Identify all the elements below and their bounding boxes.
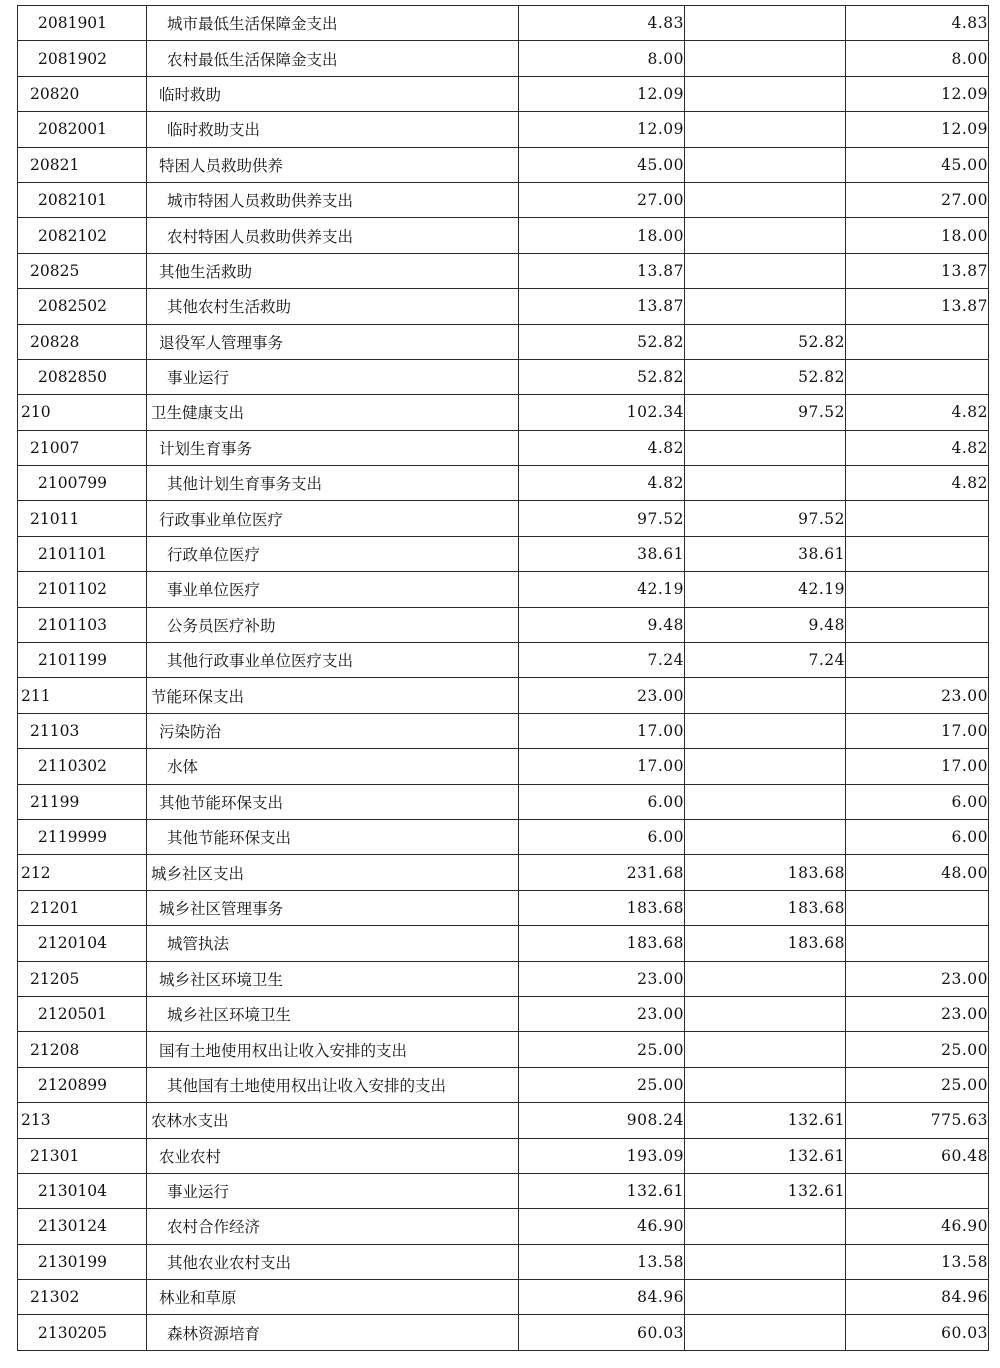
- total-amount-cell: 231.68: [519, 855, 685, 890]
- table-row: [18, 1315, 989, 1350]
- table-row: [18, 1244, 989, 1279]
- basic-expenditure-cell: [685, 784, 846, 819]
- account-name-cell: 其他节能环保支出: [147, 819, 519, 854]
- project-expenditure-cell: 60.48: [846, 1138, 989, 1173]
- basic-expenditure-cell: [685, 749, 846, 784]
- project-expenditure-cell: 18.00: [846, 218, 989, 253]
- account-code-cell: 2101101: [18, 536, 147, 571]
- total-amount-cell: 23.00: [519, 961, 685, 996]
- total-amount-cell: 12.09: [519, 76, 685, 111]
- basic-expenditure-cell: [685, 1209, 846, 1244]
- account-code-cell: 20828: [18, 324, 147, 359]
- account-name-cell: 行政事业单位医疗: [147, 501, 519, 536]
- table-row: [18, 253, 989, 288]
- total-amount-cell: 132.61: [519, 1173, 685, 1208]
- table-row: [18, 112, 989, 147]
- table-row: [18, 749, 989, 784]
- total-amount-cell: 17.00: [519, 713, 685, 748]
- account-code-cell: 20825: [18, 253, 147, 288]
- account-name-cell: 临时救助: [147, 76, 519, 111]
- account-name-cell: 农业农村: [147, 1138, 519, 1173]
- account-code-cell: 2081902: [18, 41, 147, 76]
- project-expenditure-cell: 13.58: [846, 1244, 989, 1279]
- total-amount-cell: 6.00: [519, 819, 685, 854]
- account-name-cell: 污染防治: [147, 713, 519, 748]
- basic-expenditure-cell: 97.52: [685, 395, 846, 430]
- account-code-cell: 2101102: [18, 572, 147, 607]
- account-name-cell: 城乡社区管理事务: [147, 890, 519, 925]
- account-code-cell: 2110302: [18, 749, 147, 784]
- total-amount-cell: 183.68: [519, 926, 685, 961]
- account-code-cell: 2119999: [18, 819, 147, 854]
- project-expenditure-cell: 8.00: [846, 41, 989, 76]
- project-expenditure-cell: 6.00: [846, 819, 989, 854]
- account-name-cell: 临时救助支出: [147, 112, 519, 147]
- account-code-cell: 2082502: [18, 289, 147, 324]
- account-name-cell: 城市特困人员救助供养支出: [147, 182, 519, 217]
- account-name-cell: 国有土地使用权出让收入安排的支出: [147, 1032, 519, 1067]
- basic-expenditure-cell: 132.61: [685, 1103, 846, 1138]
- table-row: [18, 819, 989, 854]
- project-expenditure-cell: [846, 501, 989, 536]
- account-code-cell: 2120899: [18, 1067, 147, 1102]
- project-expenditure-cell: 60.03: [846, 1315, 989, 1350]
- basic-expenditure-cell: [685, 466, 846, 501]
- account-name-cell: 城乡社区环境卫生: [147, 961, 519, 996]
- account-code-cell: 2081901: [18, 6, 147, 41]
- project-expenditure-cell: 17.00: [846, 713, 989, 748]
- account-name-cell: 其他行政事业单位医疗支出: [147, 643, 519, 678]
- total-amount-cell: 4.82: [519, 466, 685, 501]
- account-name-cell: 农村特困人员救助供养支出: [147, 218, 519, 253]
- account-code-cell: 2130199: [18, 1244, 147, 1279]
- total-amount-cell: 23.00: [519, 996, 685, 1031]
- project-expenditure-cell: 84.96: [846, 1280, 989, 1315]
- account-code-cell: 2130205: [18, 1315, 147, 1350]
- table-row: [18, 1138, 989, 1173]
- account-code-cell: 2082850: [18, 359, 147, 394]
- table-row: [18, 572, 989, 607]
- account-name-cell: 卫生健康支出: [147, 395, 519, 430]
- project-expenditure-cell: 45.00: [846, 147, 989, 182]
- account-name-cell: 农林水支出: [147, 1103, 519, 1138]
- account-code-cell: 21302: [18, 1280, 147, 1315]
- basic-expenditure-cell: [685, 678, 846, 713]
- basic-expenditure-cell: 132.61: [685, 1138, 846, 1173]
- basic-expenditure-cell: 132.61: [685, 1173, 846, 1208]
- table-row: [18, 1209, 989, 1244]
- basic-expenditure-cell: [685, 1067, 846, 1102]
- project-expenditure-cell: 4.82: [846, 395, 989, 430]
- basic-expenditure-cell: 97.52: [685, 501, 846, 536]
- basic-expenditure-cell: [685, 996, 846, 1031]
- basic-expenditure-cell: 52.82: [685, 324, 846, 359]
- account-code-cell: 211: [18, 678, 147, 713]
- total-amount-cell: 12.09: [519, 112, 685, 147]
- account-code-cell: 20820: [18, 76, 147, 111]
- table-row: [18, 41, 989, 76]
- basic-expenditure-cell: 7.24: [685, 643, 846, 678]
- account-code-cell: 2101199: [18, 643, 147, 678]
- basic-expenditure-cell: [685, 182, 846, 217]
- account-name-cell: 森林资源培育: [147, 1315, 519, 1350]
- total-amount-cell: 23.00: [519, 678, 685, 713]
- basic-expenditure-cell: [685, 819, 846, 854]
- table-row: [18, 643, 989, 678]
- project-expenditure-cell: [846, 890, 989, 925]
- basic-expenditure-cell: [685, 6, 846, 41]
- basic-expenditure-cell: 42.19: [685, 572, 846, 607]
- total-amount-cell: 8.00: [519, 41, 685, 76]
- total-amount-cell: 193.09: [519, 1138, 685, 1173]
- account-name-cell: 其他生活救助: [147, 253, 519, 288]
- account-name-cell: 计划生育事务: [147, 430, 519, 465]
- project-expenditure-cell: [846, 607, 989, 642]
- table-row: [18, 855, 989, 890]
- basic-expenditure-cell: [685, 218, 846, 253]
- account-name-cell: 事业运行: [147, 1173, 519, 1208]
- project-expenditure-cell: 27.00: [846, 182, 989, 217]
- basic-expenditure-cell: [685, 76, 846, 111]
- account-code-cell: 21103: [18, 713, 147, 748]
- account-code-cell: 2120104: [18, 926, 147, 961]
- project-expenditure-cell: 4.82: [846, 430, 989, 465]
- table-row: [18, 1173, 989, 1208]
- account-name-cell: 城乡社区环境卫生: [147, 996, 519, 1031]
- project-expenditure-cell: [846, 926, 989, 961]
- total-amount-cell: 60.03: [519, 1315, 685, 1350]
- project-expenditure-cell: 4.82: [846, 466, 989, 501]
- total-amount-cell: 6.00: [519, 784, 685, 819]
- account-name-cell: 水体: [147, 749, 519, 784]
- account-code-cell: 20821: [18, 147, 147, 182]
- total-amount-cell: 18.00: [519, 218, 685, 253]
- account-code-cell: 213: [18, 1103, 147, 1138]
- total-amount-cell: 84.96: [519, 1280, 685, 1315]
- total-amount-cell: 908.24: [519, 1103, 685, 1138]
- account-name-cell: 城管执法: [147, 926, 519, 961]
- basic-expenditure-cell: [685, 253, 846, 288]
- account-code-cell: 21007: [18, 430, 147, 465]
- project-expenditure-cell: [846, 1173, 989, 1208]
- total-amount-cell: 9.48: [519, 607, 685, 642]
- project-expenditure-cell: 775.63: [846, 1103, 989, 1138]
- table-row: [18, 324, 989, 359]
- account-code-cell: 21205: [18, 961, 147, 996]
- basic-expenditure-cell: 183.68: [685, 890, 846, 925]
- table-row: [18, 182, 989, 217]
- account-name-cell: 公务员医疗补助: [147, 607, 519, 642]
- account-name-cell: 事业运行: [147, 359, 519, 394]
- project-expenditure-cell: 13.87: [846, 289, 989, 324]
- account-name-cell: 城市最低生活保障金支出: [147, 6, 519, 41]
- project-expenditure-cell: 25.00: [846, 1067, 989, 1102]
- project-expenditure-cell: 48.00: [846, 855, 989, 890]
- table-row: [18, 713, 989, 748]
- total-amount-cell: 13.87: [519, 253, 685, 288]
- basic-expenditure-cell: [685, 1315, 846, 1350]
- account-code-cell: 2082001: [18, 112, 147, 147]
- total-amount-cell: 4.83: [519, 6, 685, 41]
- basic-expenditure-cell: [685, 1032, 846, 1067]
- total-amount-cell: 183.68: [519, 890, 685, 925]
- total-amount-cell: 17.00: [519, 749, 685, 784]
- account-code-cell: 2130124: [18, 1209, 147, 1244]
- table-row: [18, 1280, 989, 1315]
- table-row: [18, 501, 989, 536]
- table-row: [18, 784, 989, 819]
- project-expenditure-cell: [846, 536, 989, 571]
- total-amount-cell: 97.52: [519, 501, 685, 536]
- account-code-cell: 21201: [18, 890, 147, 925]
- project-expenditure-cell: 25.00: [846, 1032, 989, 1067]
- account-code-cell: 2130104: [18, 1173, 147, 1208]
- project-expenditure-cell: [846, 359, 989, 394]
- account-name-cell: 行政单位医疗: [147, 536, 519, 571]
- account-name-cell: 退役军人管理事务: [147, 324, 519, 359]
- account-code-cell: 2120501: [18, 996, 147, 1031]
- project-expenditure-cell: [846, 572, 989, 607]
- basic-expenditure-cell: 9.48: [685, 607, 846, 642]
- account-name-cell: 其他农业农村支出: [147, 1244, 519, 1279]
- project-expenditure-cell: 23.00: [846, 996, 989, 1031]
- basic-expenditure-cell: [685, 961, 846, 996]
- total-amount-cell: 25.00: [519, 1032, 685, 1067]
- basic-expenditure-cell: [685, 112, 846, 147]
- basic-expenditure-cell: [685, 289, 846, 324]
- total-amount-cell: 13.87: [519, 289, 685, 324]
- table-row: [18, 359, 989, 394]
- account-name-cell: 城乡社区支出: [147, 855, 519, 890]
- total-amount-cell: 46.90: [519, 1209, 685, 1244]
- project-expenditure-cell: [846, 643, 989, 678]
- table-row: [18, 218, 989, 253]
- table-row: [18, 607, 989, 642]
- table-row: [18, 466, 989, 501]
- table-row: [18, 890, 989, 925]
- account-name-cell: 其他国有土地使用权出让收入安排的支出: [147, 1067, 519, 1102]
- project-expenditure-cell: 6.00: [846, 784, 989, 819]
- project-expenditure-cell: 13.87: [846, 253, 989, 288]
- total-amount-cell: 42.19: [519, 572, 685, 607]
- table-row: [18, 289, 989, 324]
- account-code-cell: 2101103: [18, 607, 147, 642]
- basic-expenditure-cell: [685, 1244, 846, 1279]
- account-name-cell: 其他节能环保支出: [147, 784, 519, 819]
- project-expenditure-cell: 12.09: [846, 76, 989, 111]
- table-row: [18, 1067, 989, 1102]
- table-body: [18, 6, 989, 1351]
- account-name-cell: 农村合作经济: [147, 1209, 519, 1244]
- project-expenditure-cell: 23.00: [846, 678, 989, 713]
- total-amount-cell: 13.58: [519, 1244, 685, 1279]
- account-code-cell: 21199: [18, 784, 147, 819]
- total-amount-cell: 27.00: [519, 182, 685, 217]
- basic-expenditure-cell: [685, 147, 846, 182]
- basic-expenditure-cell: [685, 430, 846, 465]
- table-row: [18, 961, 989, 996]
- table-row: [18, 1103, 989, 1138]
- table-row: [18, 6, 989, 41]
- table-row: [18, 996, 989, 1031]
- budget-expenditure-table: [17, 5, 989, 1351]
- project-expenditure-cell: 12.09: [846, 112, 989, 147]
- account-name-cell: 节能环保支出: [147, 678, 519, 713]
- account-code-cell: 2082102: [18, 218, 147, 253]
- account-code-cell: 2100799: [18, 466, 147, 501]
- basic-expenditure-cell: [685, 41, 846, 76]
- account-code-cell: 21011: [18, 501, 147, 536]
- account-name-cell: 林业和草原: [147, 1280, 519, 1315]
- table-row: [18, 536, 989, 571]
- project-expenditure-cell: 46.90: [846, 1209, 989, 1244]
- total-amount-cell: 102.34: [519, 395, 685, 430]
- total-amount-cell: 52.82: [519, 359, 685, 394]
- basic-expenditure-cell: 52.82: [685, 359, 846, 394]
- account-code-cell: 212: [18, 855, 147, 890]
- table-row: [18, 1032, 989, 1067]
- total-amount-cell: 25.00: [519, 1067, 685, 1102]
- basic-expenditure-cell: 183.68: [685, 926, 846, 961]
- total-amount-cell: 38.61: [519, 536, 685, 571]
- account-name-cell: 其他计划生育事务支出: [147, 466, 519, 501]
- account-code-cell: 2082101: [18, 182, 147, 217]
- account-name-cell: 农村最低生活保障金支出: [147, 41, 519, 76]
- table-row: [18, 678, 989, 713]
- basic-expenditure-cell: 38.61: [685, 536, 846, 571]
- table-row: [18, 395, 989, 430]
- account-name-cell: 事业单位医疗: [147, 572, 519, 607]
- total-amount-cell: 4.82: [519, 430, 685, 465]
- basic-expenditure-cell: [685, 1280, 846, 1315]
- account-code-cell: 21208: [18, 1032, 147, 1067]
- total-amount-cell: 7.24: [519, 643, 685, 678]
- table-row: [18, 76, 989, 111]
- total-amount-cell: 45.00: [519, 147, 685, 182]
- account-code-cell: 21301: [18, 1138, 147, 1173]
- basic-expenditure-cell: [685, 713, 846, 748]
- project-expenditure-cell: 4.83: [846, 6, 989, 41]
- table-row: [18, 147, 989, 182]
- account-name-cell: 特困人员救助供养: [147, 147, 519, 182]
- table-row: [18, 926, 989, 961]
- table-row: [18, 430, 989, 465]
- total-amount-cell: 52.82: [519, 324, 685, 359]
- project-expenditure-cell: 17.00: [846, 749, 989, 784]
- account-name-cell: 其他农村生活救助: [147, 289, 519, 324]
- account-code-cell: 210: [18, 395, 147, 430]
- basic-expenditure-cell: 183.68: [685, 855, 846, 890]
- project-expenditure-cell: 23.00: [846, 961, 989, 996]
- project-expenditure-cell: [846, 324, 989, 359]
